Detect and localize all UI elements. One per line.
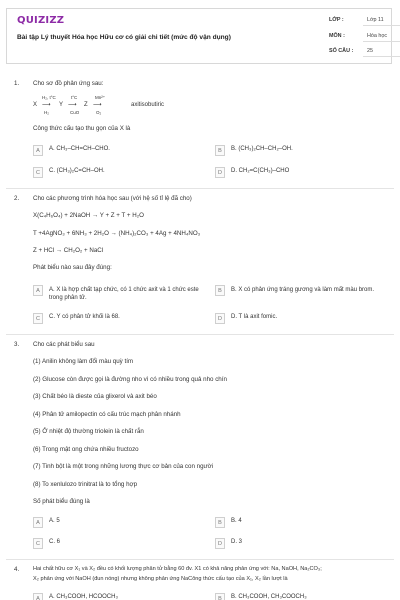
option-letter: A [33, 285, 43, 296]
divider [6, 188, 394, 189]
q4-option-a[interactable] [33, 593, 203, 600]
question-3-statement-4: (4) Phân tử amilopectin có cấu trúc mạch phân nhánh [33, 411, 181, 418]
scheme-y: Y [59, 102, 64, 108]
option-text: C. (CH₃)₂C=CH–OH. [49, 168, 105, 174]
option-letter: A [33, 517, 43, 528]
scheme-r1-bottom: H₂ [44, 110, 49, 115]
subject-label: MÔN : [329, 33, 345, 39]
option-letter: B [215, 593, 225, 600]
q1-option-b[interactable] [215, 145, 385, 159]
scheme-r1-top: H₂, t°C [42, 95, 56, 100]
option-letter: A [33, 593, 43, 600]
question-3-number: 3. [14, 341, 20, 348]
option-text: A. 5 [49, 518, 60, 524]
question-4-line-2: X₂ phản ứng với NaOH (đun nóng) nhưng không phản ứng NaCông thức cấu tạo của X₁, X₂ lần lượt là [33, 576, 288, 582]
question-2-line-1: X(C₄H₆O₄) + 2NaOH → Y + Z + T + H₂O [33, 212, 144, 219]
scheme-x: X [33, 102, 38, 108]
arrow-2: ⟶ [68, 102, 77, 108]
question-1-ask: Công thức cấu tạo thu gọn của X là [33, 125, 131, 132]
question-3-prompt: Cho các phát biểu sau [33, 341, 95, 348]
q3-option-b[interactable] [215, 517, 385, 531]
q1-option-c[interactable] [33, 167, 203, 181]
page-title: Bài tập Lý thuyết Hóa học Hữu cơ có giải chi tiết (mức độ vận dụng) [17, 34, 231, 41]
option-letter: D [215, 538, 225, 549]
question-3-statement-1: (1) Anilin không làm đổi màu quỳ tím [33, 358, 134, 365]
subject-value: Hóa học [367, 33, 388, 39]
divider [6, 334, 394, 335]
option-text: B. 4 [231, 518, 242, 524]
question-4-line-1: Hai chất hữu cơ X₁ và X₂ đều có khối lượng phân tử bằng 60 đv. X1 có khả năng phản ứng với: Na, NaOH, Na₂CO₃; [33, 566, 322, 572]
option-letter: C [33, 167, 43, 178]
option-letter: D [215, 167, 225, 178]
option-text: C. 6 [49, 539, 61, 545]
question-2-line-3: Z + HCl → CH₂O₂ + NaCl [33, 247, 104, 254]
option-text: D. 3 [231, 539, 243, 545]
option-text: B. CH₃COOH, CH₃COOCH₃ [231, 594, 307, 600]
q2-option-d[interactable] [215, 313, 385, 327]
option-text: D. T là axit fomic. [231, 314, 278, 320]
question-1-prompt: Cho sơ đồ phản ứng sau: [33, 80, 104, 87]
option-text: A. X là hợp chất tạp chức, có 1 chức axit và 1 chức este trong phân tử. [49, 287, 199, 301]
option-letter: B [215, 285, 225, 296]
count-value: 25 [367, 48, 373, 54]
divider [6, 559, 394, 560]
option-text: B. X có phản ứng tráng gương và làm mất màu brom. [231, 287, 375, 293]
question-3-statement-2: (2) Glucose còn được gọi là đường nho vì có nhiều trong quả nho chín [33, 376, 227, 383]
option-letter: B [215, 145, 225, 156]
option-text: A. CH₃COOH, HCOOCH₃ [49, 594, 118, 600]
question-3-statement-6: (6) Trong mật ong chứa nhiều fructozo [33, 446, 139, 453]
question-3-statement-8: (8) To xenlulozo trinitrat là to tổng hợp [33, 481, 138, 488]
question-2-ask: Phát biểu nào sau đây đúng: [33, 264, 112, 271]
option-letter: C [33, 538, 43, 549]
q2-option-b[interactable] [215, 285, 390, 305]
q3-option-a[interactable] [33, 517, 203, 531]
arrow-3: ⟶ [93, 102, 102, 108]
question-2-number: 2. [14, 195, 20, 202]
arrow-1: ⟶ [42, 102, 51, 108]
question-4-number: 4. [14, 566, 20, 573]
quizizz-logo: QUIZIZZ [17, 15, 65, 26]
option-letter: A [33, 145, 43, 156]
header-box [6, 8, 392, 64]
q3-option-d[interactable] [215, 538, 385, 552]
grade-value: Lớp 11 [367, 17, 384, 23]
q4-option-b[interactable] [215, 593, 385, 600]
question-2-line-2: T +4AgNO₃ + 6NH₃ + 2H₂O → (NH₄)₂CO₃ + 4Ag + 4NH₄NO₃ [33, 230, 201, 237]
q3-option-c[interactable] [33, 538, 203, 552]
reaction-scheme [33, 92, 233, 118]
question-1-number: 1. [14, 80, 20, 87]
q1-option-d[interactable] [215, 167, 385, 181]
option-letter: D [215, 313, 225, 324]
scheme-r3-top: Mn²⁺ [95, 95, 106, 100]
question-3-statement-3: (3) Chất béo là dieste của glixerol và axit béo [33, 393, 157, 400]
q2-option-c[interactable] [33, 313, 203, 327]
q2-option-a[interactable] [33, 285, 208, 305]
question-3-statement-5: (5) Ở nhiệt độ thường triolein là chất rắn [33, 428, 144, 435]
option-text: A. CH₃–CH=CH–CHO. [49, 146, 110, 152]
scheme-z: Z [84, 102, 88, 108]
scheme-r2-bottom: CuO [70, 110, 80, 115]
grade-label: LỚP : [329, 17, 344, 23]
option-letter: B [215, 517, 225, 528]
scheme-product: axitisobutiric [131, 102, 165, 108]
option-letter: C [33, 313, 43, 324]
option-text: C. Y có phân tử khối là 68. [49, 314, 120, 320]
question-3-ask: Số phát biểu đúng là [33, 498, 90, 505]
question-2-prompt: Cho các phương trình hóa học sau (với hệ số tỉ lệ đã cho) [33, 195, 192, 202]
scheme-r2-top: t°C [71, 95, 78, 100]
question-3-statement-7: (7) Tinh bột là một trong những lương thực cơ bản của con người [33, 463, 214, 470]
option-text: B. (CH₃)₂CH–CH₂–OH. [231, 146, 293, 152]
count-label: SỐ CÂU : [329, 48, 354, 54]
q1-option-a[interactable] [33, 145, 203, 159]
scheme-r3-bottom: O₂ [96, 110, 102, 115]
option-text: D. CH₂=C(CH₃)–CHO [231, 168, 290, 174]
